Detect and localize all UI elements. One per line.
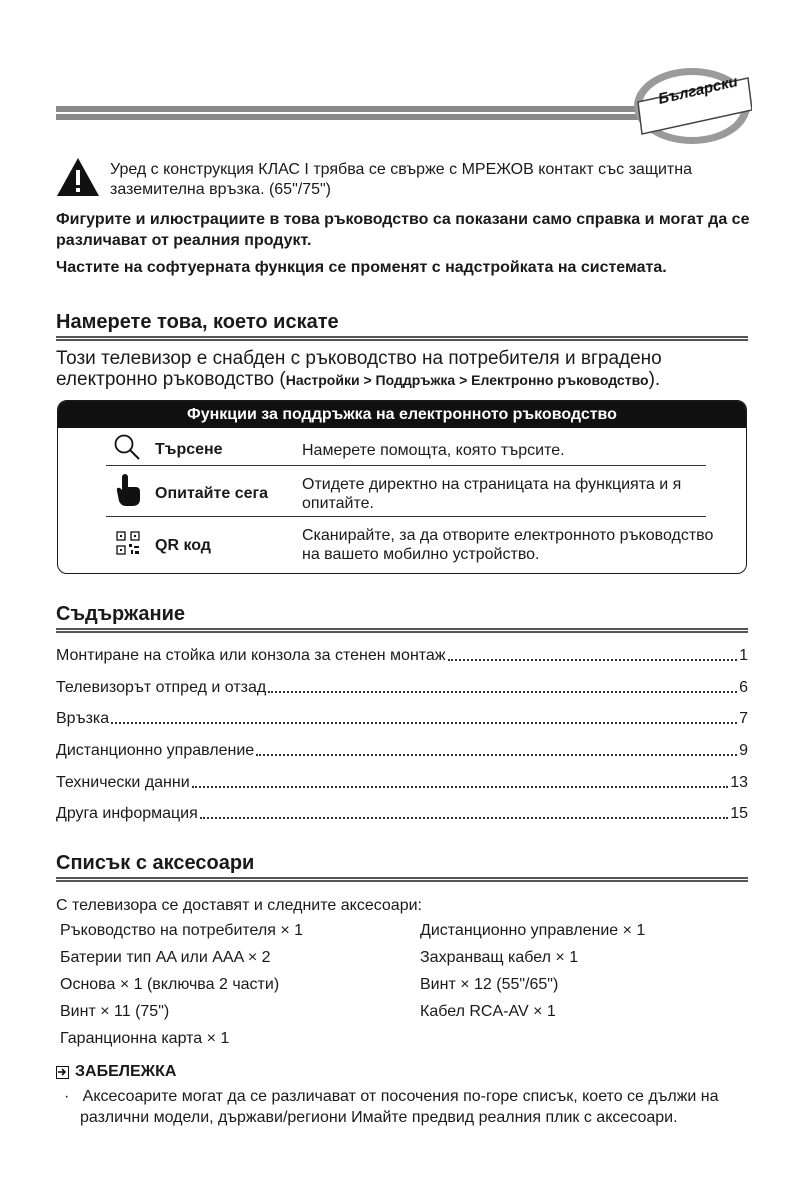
language-label: Български bbox=[656, 73, 740, 108]
note-heading bbox=[56, 1063, 176, 1081]
toc-label: Друга информация bbox=[56, 805, 198, 822]
support-label-try-now: Опитайте сега bbox=[155, 485, 269, 502]
toc-page-number: 7 bbox=[739, 710, 748, 727]
toc-entry[interactable] bbox=[56, 643, 748, 665]
toc-leader bbox=[192, 786, 729, 788]
support-row-divider bbox=[106, 516, 706, 517]
toc-page-number: 6 bbox=[739, 679, 748, 696]
support-label-qr: QR код bbox=[155, 537, 211, 554]
accessory-item: Батерии тип AA или AAA × 2 bbox=[60, 949, 271, 966]
find-intro: Този телевизор е снабден с ръководство на потребителя и вградено електронно ръководство (Настройки > Поддръжка > Електронно ръководство). bbox=[56, 348, 662, 390]
toc-page-number: 13 bbox=[730, 774, 748, 791]
support-desc-try-now: Отидете директно на страницата на функцията и я опитайте. bbox=[302, 476, 682, 512]
contents-rule bbox=[56, 628, 748, 633]
contents-title: Съдържание bbox=[56, 603, 186, 625]
settings-path: Настройки > Поддръжка > Електронно ръководство bbox=[285, 372, 649, 388]
toc-entry[interactable] bbox=[56, 706, 748, 728]
accessory-item: Винт × 11 (75") bbox=[60, 1003, 170, 1020]
accessory-item: Кабел RCA-AV × 1 bbox=[420, 1003, 556, 1020]
support-table-header: Функции за поддръжка на електронното ръководство bbox=[58, 401, 746, 428]
toc-leader bbox=[268, 691, 737, 693]
support-label-search: Търсене bbox=[155, 441, 223, 458]
toc-entry[interactable] bbox=[56, 738, 748, 760]
support-desc-search: Намерете помощта, която търсите. bbox=[302, 442, 565, 459]
warning-icon bbox=[56, 157, 100, 202]
toc-entry[interactable] bbox=[56, 801, 748, 823]
accessory-item: Ръководство на потребителя × 1 bbox=[60, 922, 304, 939]
toc-label: Дистанционно управление bbox=[56, 742, 255, 759]
toc-leader bbox=[448, 659, 738, 661]
toc-label: Технически данни bbox=[56, 774, 190, 791]
disclaimer-figures: Фигурите и илюстрациите в това ръководство са показани само справка и могат да се различават от реалния продукт. bbox=[56, 211, 750, 249]
toc-page-number: 1 bbox=[739, 647, 748, 664]
qr-code-icon bbox=[116, 531, 140, 560]
toc-entry[interactable] bbox=[56, 770, 748, 792]
accessories-intro: С телевизора се доставят и следните аксесоари: bbox=[56, 897, 422, 914]
disclaimer-software: Частите на софтуерната функция се променят с надстройката на системата. bbox=[56, 259, 667, 276]
header-rule bbox=[56, 106, 666, 120]
accessory-item: Винт × 12 (55"/65") bbox=[420, 976, 559, 993]
support-desc-qr: Сканирайте, за да отворите електронното ръководство на вашето мобилно устройство. bbox=[302, 527, 714, 563]
toc-page-number: 15 bbox=[730, 805, 748, 822]
search-icon bbox=[113, 433, 141, 466]
hand-pointer-icon bbox=[114, 473, 142, 512]
toc-label: Връзка bbox=[56, 710, 110, 727]
toc-label: Монтиране на стойка или конзола за стенен монтаж bbox=[56, 647, 446, 664]
toc-leader bbox=[256, 754, 737, 756]
note-title: ЗАБЕЛЕЖКА bbox=[75, 1063, 177, 1080]
accessory-item: Основа × 1 (включва 2 части) bbox=[60, 976, 280, 993]
toc-label: Телевизорът отпред и отзад bbox=[56, 679, 267, 696]
support-row-divider bbox=[106, 465, 706, 466]
accessories-title: Списък с аксесоари bbox=[56, 852, 255, 874]
accessory-item: Гаранционна карта × 1 bbox=[60, 1030, 230, 1047]
toc-entry[interactable] bbox=[56, 675, 748, 697]
note-text: · Аксесоарите могат да се различават от посочения по-горе списък, което се дължи на различни модели, държави/региони Имайте предвид реалния плик с аксесоари. bbox=[64, 1088, 719, 1126]
find-section-title: Намерете това, което искате bbox=[56, 311, 339, 333]
find-section-rule bbox=[56, 336, 748, 341]
warning-text: Уред с конструкция КЛАС I трябва се свърже с МРЕЖОВ контакт със защитна заземителна връзка. (65"/75") bbox=[110, 161, 692, 198]
note-arrow-icon bbox=[56, 1066, 69, 1079]
accessory-item: Захранващ кабел × 1 bbox=[420, 949, 579, 966]
toc-page-number: 9 bbox=[739, 742, 748, 759]
toc-leader bbox=[200, 817, 728, 819]
support-functions-table bbox=[57, 400, 747, 574]
accessories-rule bbox=[56, 877, 748, 882]
accessory-item: Дистанционно управление × 1 bbox=[420, 922, 646, 939]
toc-leader bbox=[111, 722, 737, 724]
